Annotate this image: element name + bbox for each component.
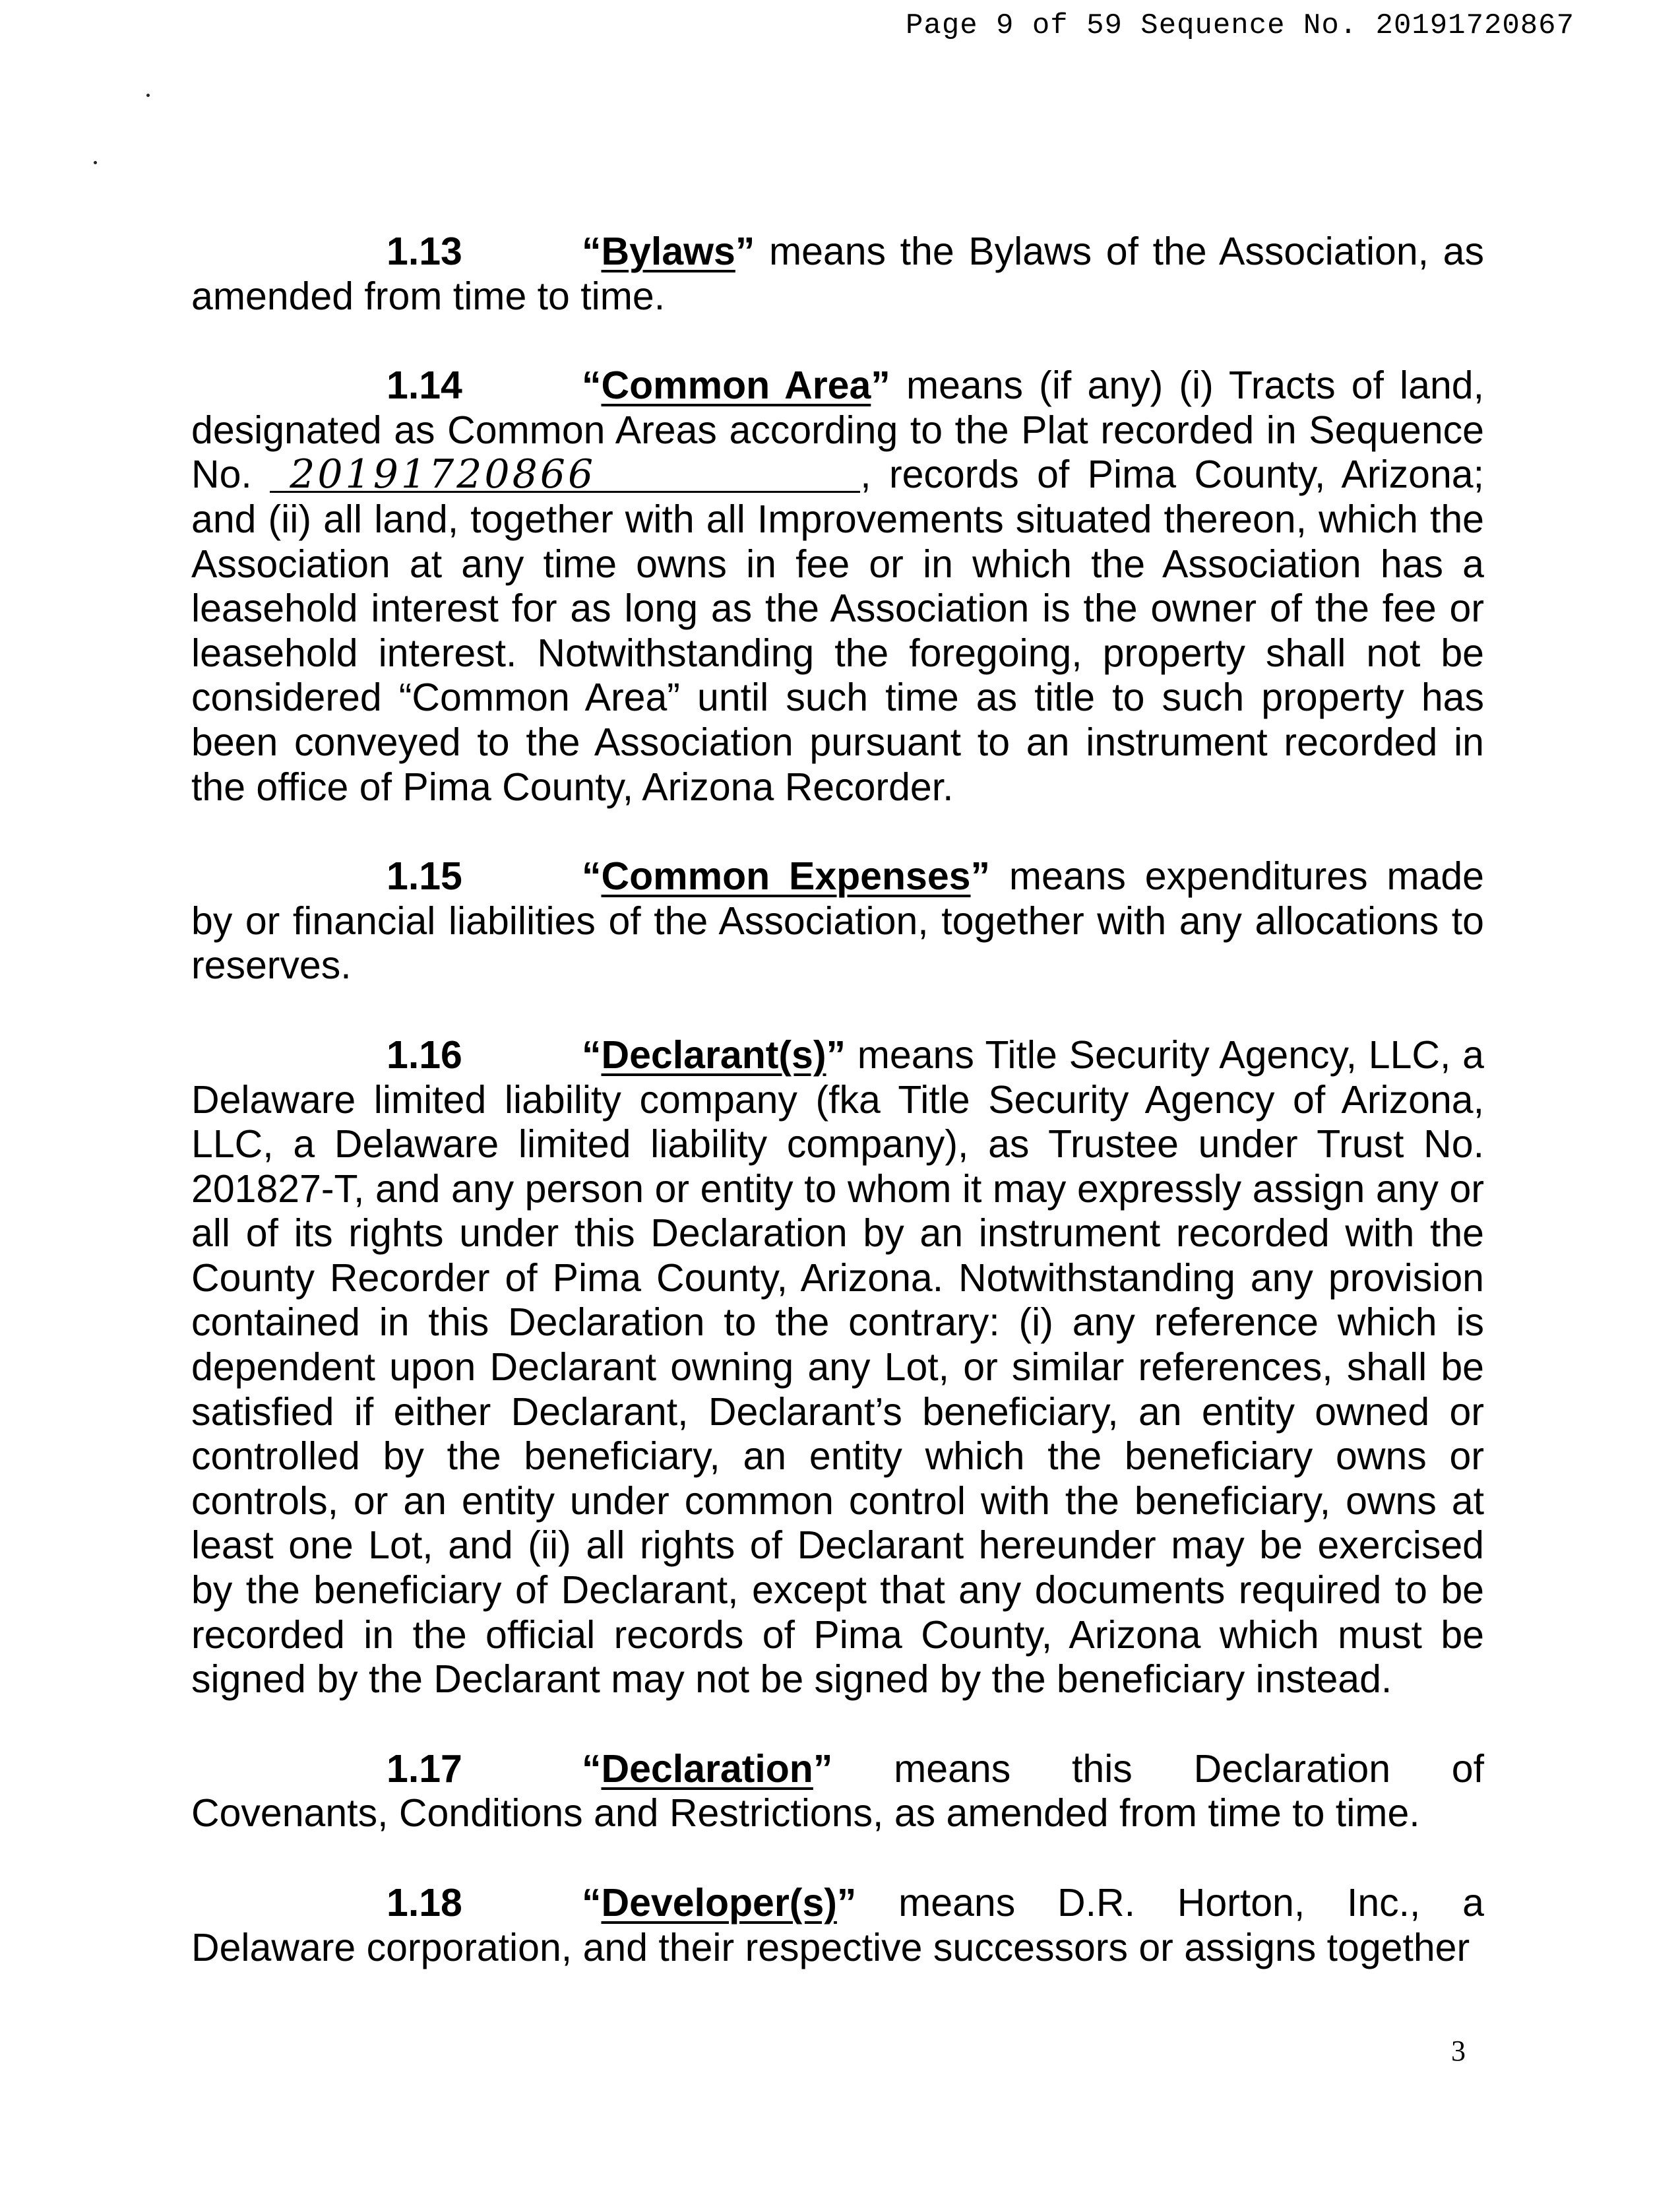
definitions-body xyxy=(191,230,1484,2015)
section-number: 1.17 xyxy=(387,1746,462,1791)
section-1-17 xyxy=(191,1747,1484,1836)
handwritten-sequence-number: 20191720866 xyxy=(270,458,860,493)
section-text: means D.R. Horton, Inc., a Delaware corporation, and their respective successors or assigns together xyxy=(191,1881,1484,1969)
defined-term: “Bylaws” xyxy=(582,230,755,273)
section-1-13 xyxy=(191,230,1484,319)
section-1-18 xyxy=(191,1881,1484,1970)
section-1-15 xyxy=(191,854,1484,988)
scan-speck xyxy=(94,161,97,164)
section-number: 1.15 xyxy=(387,854,462,899)
recording-header: Page 9 of 59 Sequence No. 20191720867 xyxy=(906,9,1574,42)
section-text: means (if any) (i) Tracts of land, designated as Common Areas according to the Plat recorded in Sequence No. xyxy=(191,364,1484,497)
defined-term: “Common Expenses” xyxy=(582,854,990,899)
section-number: 1.18 xyxy=(387,1881,462,1925)
section-text: means Title Security Agency, LLC, a Delaware limited liability company (fka Title Security Agency of Arizona, LLC, a Delaware limited liability company), as Trustee under Trust No. 201827-T, and any person or entity to whom it may expressly assign any or all of its rights under this Declaration by an instrument recorded with the County Recorder of Pima County, Arizona. Notwithstanding any provision contained in this Declaration to the contrary: (i) any reference which is dependent upon Declarant owning any Lot, or similar references, shall be satisfied if either Declarant, Declarant’s beneficiary, an entity owned or controlled by the beneficiary, an entity which the beneficiary owns or controls, or an entity under common control with the beneficiary, owns at least one Lot, and (ii) all rights of Declarant hereunder may be exercised by the beneficiary of Declarant, except that any documents required to be recorded in the official records of Pima County, Arizona which must be signed by the Declarant may not be signed by the beneficiary instead. xyxy=(191,1033,1484,1702)
defined-term: “Developer(s)” xyxy=(582,1881,857,1925)
section-1-16 xyxy=(191,1033,1484,1702)
scan-speck xyxy=(146,94,150,97)
defined-term: “Common Area” xyxy=(582,364,890,408)
section-number: 1.16 xyxy=(387,1033,462,1077)
section-text-continued: , records of Pima County, Arizona; and (ii) all land, together with all Improvements situated thereon, which the Association at any time owns in fee or in which the Association has a leasehold interest for as long as the Association is the owner of the fee or leasehold interest. Notwithstanding the foregoing, property shall not be considered “Common Area” until such time as title to such property has been conveyed to the Association pursuant to an instrument recorded in the office of Pima County, Arizona Recorder. xyxy=(191,453,1484,809)
defined-term: “Declaration” xyxy=(582,1746,833,1791)
section-number: 1.14 xyxy=(387,364,462,408)
section-1-14 xyxy=(191,364,1484,810)
section-number: 1.13 xyxy=(387,230,462,273)
defined-term: “Declarant(s)” xyxy=(582,1033,846,1077)
section-text: means this Declaration of Covenants, Conditions and Restrictions, as amended from time to time. xyxy=(191,1746,1484,1835)
section-text: means expenditures made by or financial liabilities of the Association, together with any allocations to reserves. xyxy=(191,854,1484,988)
page-number: 3 xyxy=(1451,2035,1466,2067)
section-text: means the Bylaws of the Association, as amended from time to time. xyxy=(191,230,1484,318)
